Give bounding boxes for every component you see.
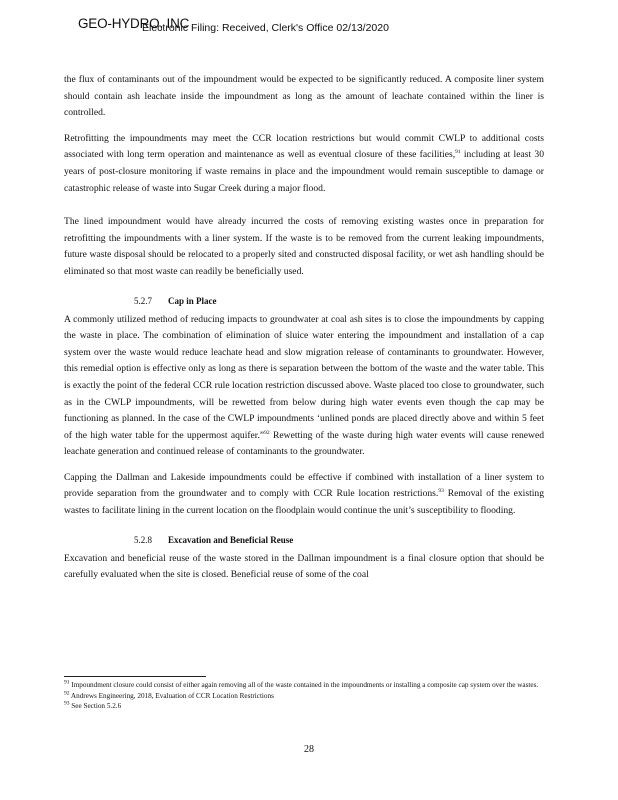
paragraph [64, 312, 544, 461]
section-title: Excavation and Beneficial Reuse [168, 534, 294, 545]
paragraph: the flux of contaminants out of the impoundment would be expected to be significantly reduced. A composite liner system should contain ash leachate inside the impoundment as long as the amount of leachate contained within the liner is controlled. [64, 74, 544, 119]
paragraph-text: A commonly utilized method of reducing impacts to groundwater at coal ash sites is to close the impoundments by capping the waste in place. The combination of elimination of sluice water entering the impoundment and installation of a cap system over the waste would reduce leachate head and slow migration release of contaminants to groundwater. However, this remedial option is effective only as long as there is separation between the bottom of the waste and the water table. This is exactly the point of the federal CCR rule location restriction discussed above. Waste placed too close to groundwater, such as in the CWLP impoundments, will be rewetted from below during high water events even though the cap may be functioning as planned. In the case of the CWLP impoundments ‘unlined ponds are placed directly above and within 5 feet of the high water table for the uppermost aquifer.” [64, 313, 544, 441]
paragraph-text: including at least 30 years of post-closure monitoring if waste remains in place and the impoundment would remain susceptible to damage or catastrophic release of waste into Sugar Creek during a major flood. [64, 149, 544, 194]
paragraph: Excavation and beneficial reuse of the waste stored in the Dallman impoundment is a final closure option that should be carefully evaluated when the site is closed. Beneficial reuse of some of the coal [64, 552, 544, 581]
footnote-mark: 93 [64, 700, 70, 707]
document-body [64, 72, 544, 584]
footnote-mark: 91 [64, 679, 70, 686]
paragraph-text: Removal of the existing wastes to facilitate lining in the current location on the floodplain would continue the unit’s susceptibility to flooding. [64, 488, 545, 517]
filing-stamp: Electronic Filing: Received, Clerk's Office 02/13/2020 [142, 22, 389, 34]
section-heading [134, 294, 544, 308]
footnote [64, 701, 544, 712]
footnote-text: Impoundment closure could consist of either again removing all of the waste contained in the impoundments or installing a composite cap system over the wastes. [71, 681, 539, 689]
company-name: GEO-HYDRO, INC [78, 16, 190, 31]
footnote-text: See Section 5.2.6 [71, 702, 122, 710]
paragraph [64, 131, 544, 197]
section-heading [134, 533, 544, 547]
footnote-ref: 92 [264, 429, 270, 436]
section-number: 5.2.8 [134, 534, 152, 545]
section-title: Cap in Place [168, 295, 217, 306]
paragraph-text: Rewetting of the waste during high water events will cause renewed leachate generation and continued release of contaminants to the groundwater. [64, 429, 545, 458]
footnote-mark: 92 [64, 690, 70, 697]
section-number: 5.2.7 [134, 295, 152, 306]
paragraph-text: Capping the Dallman and Lakeside impoundments could be effective if combined with installation of a liner system to provide separation from the groundwater and to comply with CCR Rule location restrictions. [64, 471, 544, 500]
paragraph [64, 470, 544, 520]
paragraph: The lined impoundment would have already incurred the costs of removing existing wastes once in preparation for retrofitting the impoundments with a liner system. If the waste is to be removed from the current leaking impoundments, future waste disposal should be relocated to a properly sited and constructed disposal facility, or wet ash handling should be eliminated so that most waste can readily be beneficially used. [64, 216, 544, 277]
footnote-divider [64, 676, 206, 677]
page-header [78, 14, 558, 40]
footnote [64, 680, 544, 691]
footnote-ref: 91 [455, 149, 461, 156]
page-number: 28 [304, 744, 314, 755]
footnote [64, 691, 544, 702]
paragraph-text: Retrofitting the impoundments may meet the CCR location restrictions but would commit CWLP to additional costs associated with long term operation and maintenance as well as eventual closure of these facilities, [64, 132, 544, 161]
footnotes [64, 680, 544, 712]
footnote-text: Andrews Engineering, 2018, Evaluation of CCR Location Restrictions [70, 691, 274, 700]
footnote-ref: 93 [438, 488, 444, 495]
